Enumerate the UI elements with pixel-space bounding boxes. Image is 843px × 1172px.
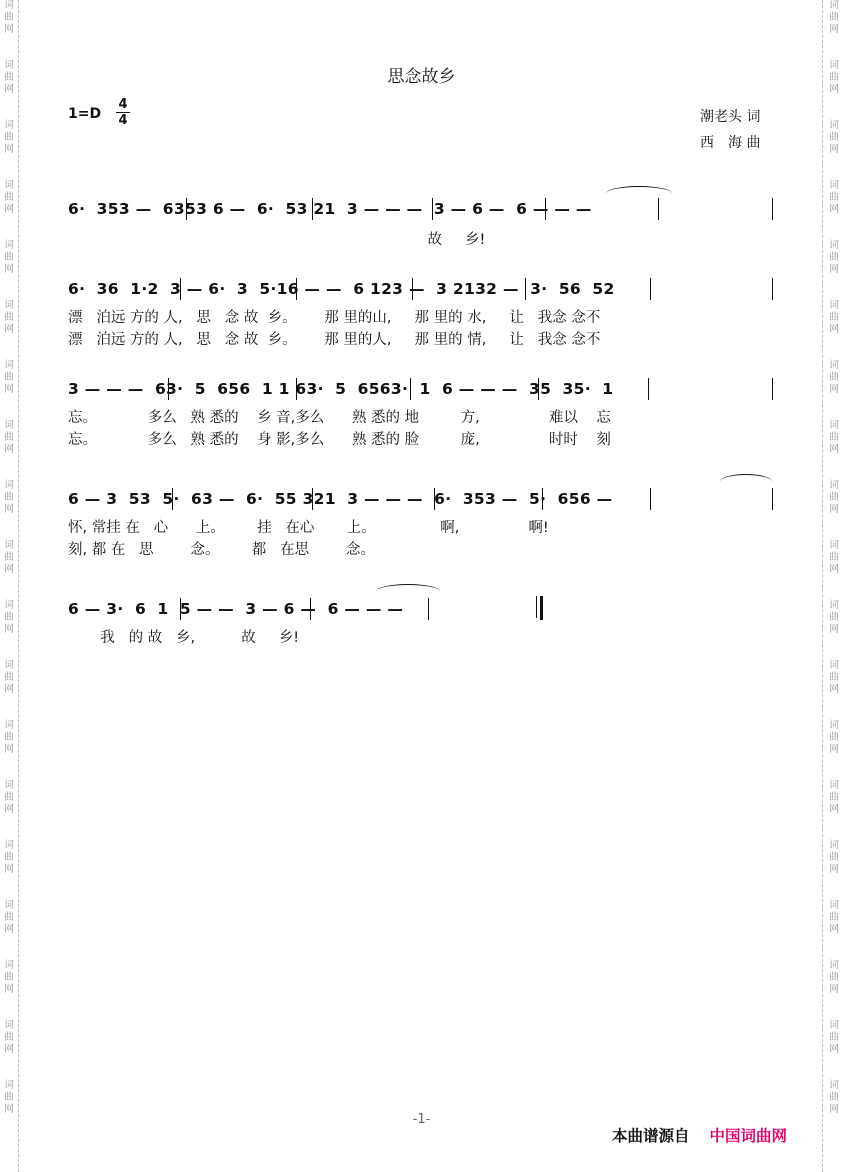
- watermark-gap: [1, 636, 17, 660]
- watermark-gap: [1, 696, 17, 720]
- bar-line: [410, 378, 411, 400]
- watermark-char: 曲: [4, 252, 14, 263]
- watermark-char: 词: [4, 120, 14, 131]
- watermark-char: 词: [4, 900, 14, 911]
- watermark-char: 词: [4, 60, 14, 71]
- watermark-char: 网: [4, 504, 14, 515]
- watermark-char: 曲: [4, 612, 14, 623]
- watermark-char: 曲: [4, 732, 14, 743]
- watermark-gap: [826, 396, 842, 420]
- watermark-gap: [826, 276, 842, 300]
- watermark-char: 网: [829, 744, 839, 755]
- watermark-char: 网: [4, 384, 14, 395]
- notation-line: 6· 36 1·2 3 — 6· 3 5·16 — — 6 123 — 3 2132 — 3· 56 52: [68, 280, 615, 298]
- key-signature: 1=D: [68, 106, 102, 122]
- watermark-gap: [1, 1056, 17, 1080]
- watermark-char: 曲: [829, 492, 839, 503]
- watermark-gap: [826, 96, 842, 120]
- watermark-char: 曲: [829, 1032, 839, 1043]
- watermark-gap: [1, 336, 17, 360]
- bar-line: [428, 598, 429, 620]
- watermark-char: 曲: [4, 852, 14, 863]
- composer-credit: 西 海 曲: [700, 135, 761, 151]
- watermark-char: 网: [829, 1104, 839, 1115]
- source-footer: [612, 1124, 787, 1146]
- watermark-char: 词: [829, 360, 839, 371]
- watermark-char: 词: [829, 300, 839, 311]
- lyricist-credit: 潮老头 词: [700, 109, 761, 125]
- lyric-line-2: 漂 泊远 方的 人, 思 念 故 乡。 那 里的人, 那 里的 情, 让 我念 念不: [68, 332, 601, 348]
- watermark-char: 曲: [4, 432, 14, 443]
- bar-line: [650, 278, 651, 300]
- left-margin-line: [18, 0, 19, 1172]
- lyric-line-1: 故 乡!: [68, 232, 486, 248]
- watermark-gap: [826, 516, 842, 540]
- watermark-char: 词: [4, 480, 14, 491]
- bar-line: [168, 378, 169, 400]
- watermark-char: 曲: [4, 1092, 14, 1103]
- watermark-char: 曲: [829, 732, 839, 743]
- watermark-char: 词: [829, 420, 839, 431]
- watermark-char: 网: [4, 864, 14, 875]
- watermark-char: 曲: [829, 12, 839, 23]
- right-watermark-strip: [826, 0, 842, 1140]
- watermark-char: 词: [829, 660, 839, 671]
- watermark-char: 曲: [4, 132, 14, 143]
- watermark-char: 曲: [829, 792, 839, 803]
- watermark-char: 曲: [4, 672, 14, 683]
- watermark-gap: [1, 516, 17, 540]
- watermark-char: 曲: [829, 252, 839, 263]
- bar-line: [434, 488, 435, 510]
- watermark-char: 曲: [829, 552, 839, 563]
- watermark-gap: [826, 336, 842, 360]
- watermark-gap: [826, 36, 842, 60]
- watermark-char: 网: [4, 744, 14, 755]
- watermark-char: 曲: [4, 792, 14, 803]
- watermark-char: 词: [829, 960, 839, 971]
- watermark-char: 曲: [4, 1032, 14, 1043]
- watermark-gap: [1, 936, 17, 960]
- watermark-char: 网: [4, 84, 14, 95]
- watermark-char: 曲: [4, 492, 14, 503]
- watermark-char: 网: [4, 984, 14, 995]
- watermark-gap: [1, 456, 17, 480]
- watermark-char: 网: [829, 624, 839, 635]
- bar-line: [172, 488, 173, 510]
- bar-line: [542, 488, 543, 510]
- watermark-char: 词: [4, 360, 14, 371]
- watermark-char: 网: [829, 564, 839, 575]
- watermark-char: 网: [829, 444, 839, 455]
- bar-line: [525, 278, 526, 300]
- watermark-gap: [826, 456, 842, 480]
- bar-line: [312, 198, 313, 220]
- watermark-char: 曲: [4, 972, 14, 983]
- watermark-char: 词: [829, 600, 839, 611]
- lyric-line-1: 忘。 多么 熟 悉的 乡 音,多么 熟 悉的 地 方, 难以 忘: [68, 410, 611, 426]
- watermark-char: 网: [4, 684, 14, 695]
- page-number: -1-: [412, 1112, 431, 1127]
- watermark-char: 网: [829, 24, 839, 35]
- watermark-gap: [1, 276, 17, 300]
- bar-line: [772, 278, 773, 300]
- watermark-char: 网: [829, 144, 839, 155]
- watermark-gap: [826, 636, 842, 660]
- bar-line: [536, 596, 537, 618]
- watermark-char: 网: [829, 864, 839, 875]
- tie-slur: [376, 584, 440, 599]
- watermark-gap: [1, 156, 17, 180]
- watermark-char: 词: [4, 1020, 14, 1031]
- watermark-char: 曲: [829, 192, 839, 203]
- watermark-gap: [826, 936, 842, 960]
- bar-line: [310, 598, 311, 620]
- watermark-char: 曲: [829, 852, 839, 863]
- watermark-char: 词: [829, 480, 839, 491]
- left-watermark-strip: [1, 0, 17, 1140]
- watermark-char: 网: [829, 924, 839, 935]
- watermark-gap: [1, 576, 17, 600]
- watermark-char: 网: [4, 624, 14, 635]
- watermark-char: 词: [4, 660, 14, 671]
- time-signature-bottom: 4: [116, 112, 130, 128]
- watermark-char: 词: [829, 900, 839, 911]
- watermark-char: 词: [829, 0, 839, 11]
- watermark-char: 词: [829, 1080, 839, 1091]
- watermark-gap: [826, 1056, 842, 1080]
- notation-line: 3 — — — 63· 5 656 1 1 63· 5 6563· 1 6 — — — 35 35· 1: [68, 380, 614, 398]
- bar-line: [312, 488, 313, 510]
- time-signature: [116, 97, 130, 128]
- watermark-gap: [826, 996, 842, 1020]
- watermark-char: 词: [829, 780, 839, 791]
- watermark-char: 词: [4, 420, 14, 431]
- watermark-char: 曲: [829, 672, 839, 683]
- watermark-char: 曲: [4, 552, 14, 563]
- lyric-line-1: 我 的 故 乡, 故 乡!: [68, 630, 300, 646]
- watermark-gap: [826, 876, 842, 900]
- watermark-char: 网: [4, 924, 14, 935]
- watermark-char: 词: [4, 180, 14, 191]
- watermark-char: 曲: [4, 912, 14, 923]
- bar-line: [772, 488, 773, 510]
- watermark-gap: [1, 756, 17, 780]
- watermark-char: 曲: [4, 12, 14, 23]
- watermark-gap: [826, 816, 842, 840]
- bar-line: [658, 198, 659, 220]
- watermark-char: 词: [829, 120, 839, 131]
- watermark-char: 曲: [829, 132, 839, 143]
- watermark-char: 词: [4, 720, 14, 731]
- song-title: 思念故乡: [387, 67, 456, 87]
- watermark-char: 网: [4, 144, 14, 155]
- bar-line: [296, 378, 297, 400]
- watermark-char: 曲: [4, 192, 14, 203]
- watermark-gap: [826, 756, 842, 780]
- watermark-gap: [1, 876, 17, 900]
- watermark-gap: [826, 216, 842, 240]
- watermark-char: 网: [4, 1104, 14, 1115]
- watermark-char: 网: [829, 384, 839, 395]
- watermark-char: 曲: [829, 372, 839, 383]
- bar-line: [186, 198, 187, 220]
- watermark-char: 网: [4, 264, 14, 275]
- bar-line: [412, 278, 413, 300]
- watermark-char: 曲: [4, 72, 14, 83]
- bar-line: [772, 198, 773, 220]
- final-bar-line: [540, 596, 543, 620]
- bar-line: [180, 598, 181, 620]
- watermark-char: 词: [829, 540, 839, 551]
- notation-line: 6· 353 — 6353 6 — 6· 53 21 3 — — — 3 — 6 — 6 — — —: [68, 200, 592, 218]
- watermark-char: 词: [829, 720, 839, 731]
- lyric-line-1: 怀, 常挂 在 心 上。 挂 在心 上。 啊, 啊!: [68, 520, 549, 536]
- watermark-char: 词: [4, 840, 14, 851]
- watermark-gap: [1, 36, 17, 60]
- watermark-char: 网: [829, 84, 839, 95]
- watermark-char: 词: [4, 960, 14, 971]
- watermark-char: 曲: [829, 972, 839, 983]
- notation-line: 6 — 3 53 5· 63 — 6· 55 321 3 — — — 6· 353 — 5· 656 —: [68, 490, 613, 508]
- bar-line: [538, 378, 539, 400]
- watermark-char: 网: [829, 684, 839, 695]
- watermark-char: 网: [4, 324, 14, 335]
- watermark-char: 词: [829, 240, 839, 251]
- watermark-char: 词: [4, 240, 14, 251]
- watermark-char: 曲: [829, 912, 839, 923]
- watermark-char: 网: [4, 24, 14, 35]
- source-label: 本曲谱源自: [612, 1127, 690, 1145]
- bar-line: [545, 198, 546, 220]
- watermark-char: 曲: [829, 432, 839, 443]
- watermark-char: 词: [829, 60, 839, 71]
- notation-line: 6 — 3· 6 1 5 — — 3 — 6 — 6 — — —: [68, 600, 404, 618]
- watermark-char: 词: [4, 780, 14, 791]
- lyric-line-2: 刻, 都 在 思 念。 都 在思 念。: [68, 542, 375, 558]
- watermark-char: 曲: [829, 312, 839, 323]
- bar-line: [432, 198, 433, 220]
- watermark-char: 词: [4, 300, 14, 311]
- watermark-char: 网: [829, 984, 839, 995]
- watermark-gap: [1, 396, 17, 420]
- watermark-char: 词: [4, 0, 14, 11]
- right-margin-line: [822, 0, 823, 1172]
- tie-slur: [606, 186, 672, 201]
- time-signature-top: 4: [118, 97, 128, 112]
- watermark-char: 网: [829, 504, 839, 515]
- watermark-gap: [1, 96, 17, 120]
- watermark-char: 网: [829, 804, 839, 815]
- bar-line: [650, 488, 651, 510]
- watermark-char: 词: [829, 180, 839, 191]
- source-brand: 中国词曲网: [709, 1127, 788, 1145]
- watermark-char: 曲: [829, 612, 839, 623]
- watermark-char: 词: [829, 840, 839, 851]
- watermark-char: 网: [829, 204, 839, 215]
- watermark-char: 曲: [829, 1092, 839, 1103]
- watermark-gap: [826, 696, 842, 720]
- watermark-char: 网: [829, 324, 839, 335]
- watermark-char: 词: [4, 1080, 14, 1091]
- bar-line: [648, 378, 649, 400]
- watermark-char: 网: [4, 564, 14, 575]
- watermark-gap: [1, 996, 17, 1020]
- bar-line: [772, 378, 773, 400]
- watermark-char: 网: [829, 264, 839, 275]
- watermark-char: 词: [829, 1020, 839, 1031]
- watermark-char: 曲: [829, 72, 839, 83]
- watermark-char: 曲: [4, 312, 14, 323]
- tie-slur: [720, 474, 772, 489]
- watermark-char: 网: [829, 1044, 839, 1055]
- watermark-gap: [1, 816, 17, 840]
- watermark-gap: [826, 156, 842, 180]
- watermark-char: 曲: [4, 372, 14, 383]
- watermark-gap: [826, 576, 842, 600]
- watermark-char: 词: [4, 600, 14, 611]
- watermark-char: 网: [4, 444, 14, 455]
- bar-line: [296, 278, 297, 300]
- watermark-char: 网: [4, 1044, 14, 1055]
- watermark-gap: [1, 216, 17, 240]
- watermark-char: 词: [4, 540, 14, 551]
- watermark-char: 网: [4, 204, 14, 215]
- watermark-char: 网: [4, 804, 14, 815]
- bar-line: [180, 278, 181, 300]
- lyric-line-2: 忘。 多么 熟 悉的 身 影,多么 熟 悉的 脸 庞, 时时 刻: [68, 432, 611, 448]
- lyric-line-1: 漂 泊远 方的 人, 思 念 故 乡。 那 里的山, 那 里的 水, 让 我念 念不: [68, 310, 601, 326]
